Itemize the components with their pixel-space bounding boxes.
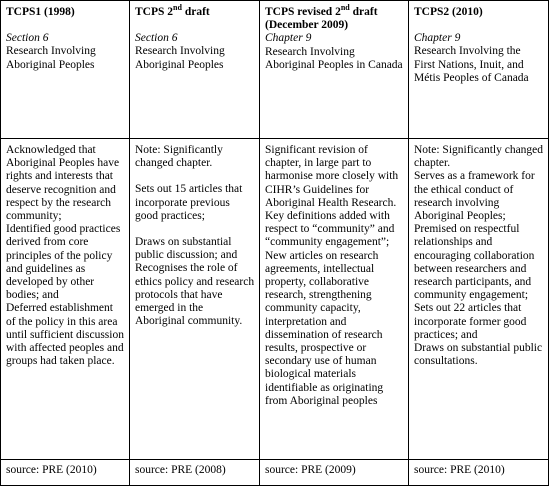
column-title: TCPS 2nd draft bbox=[135, 3, 210, 18]
body-cell-tcps2-2010 bbox=[409, 139, 548, 460]
section-subtitle: Research Involving Aboriginal Peoples bbox=[135, 45, 225, 71]
section-label: Chapter 9 bbox=[414, 32, 461, 45]
source-cell-tcps1 bbox=[1, 460, 130, 485]
body-cell-tcps2-draft bbox=[130, 139, 260, 460]
header-cell-tcps-revised-draft bbox=[260, 1, 409, 139]
source-note: source: PRE (2009) bbox=[265, 464, 356, 476]
body-paragraph: Key definitions added with respect to “community” and “community engagement”; bbox=[265, 210, 395, 249]
body-paragraph: Deferred establishment of the policy in this area until sufficient discussion with affected peoples and groups had taken place. bbox=[6, 302, 124, 368]
section-label: Chapter 9 bbox=[265, 32, 312, 45]
source-cell-tcps2-draft bbox=[130, 460, 260, 485]
body-paragraph: Serves as a framework for the ethical conduct of research involving Aboriginal Peoples; bbox=[414, 170, 535, 223]
header-cell-tcps2-draft bbox=[130, 1, 260, 139]
section-subtitle: Research Involving Aboriginal Peoples in Canada bbox=[265, 45, 403, 71]
source-note: source: PRE (2008) bbox=[135, 464, 226, 476]
body-paragraph: Recognises the role of ethics policy and research protocols that have emerged in the Aboriginal community. bbox=[135, 262, 255, 328]
source-cell-tcps2-2010 bbox=[409, 460, 548, 485]
body-paragraph: Note: Significantly changed chapter. bbox=[414, 144, 544, 170]
body-paragraph: Sets out 15 articles that incorporate previous good practices; bbox=[135, 183, 243, 222]
body-cell-tcps-revised-draft bbox=[260, 139, 409, 460]
body-paragraph: Identified good practices derived from core principles of the policy and guidelines as developed by other bodies; and bbox=[6, 223, 121, 302]
body-paragraph: Draws on substantial public discussion; and bbox=[135, 236, 238, 262]
body-cell-tcps1 bbox=[1, 139, 130, 460]
header-cell-tcps1 bbox=[1, 1, 130, 139]
body-paragraph: Draws on substantial public consultations. bbox=[414, 342, 543, 368]
source-note: source: PRE (2010) bbox=[414, 464, 505, 476]
body-paragraph: Acknowledged that Aboriginal Peoples have rights and interests that deserve recognition and respect by the research community; bbox=[6, 144, 120, 223]
column-title: TCPS2 (2010) bbox=[414, 6, 483, 18]
section-subtitle: Research Involving the First Nations, Inuit, and Métis Peoples of Canada bbox=[414, 45, 529, 84]
column-title: TCPS1 (1998) bbox=[6, 6, 75, 18]
body-paragraph: New articles on research agreements, intellectual property, collaborative research, strengthening community capacity, interpretation and dissemination of research results, prospective or secondary use of human biological materials identifiable as originating from Aboriginal peoples bbox=[265, 249, 384, 407]
body-paragraph: Premised on respectful relationships and encouraging collaboration between researchers and research participants, and community engagement; bbox=[414, 223, 535, 302]
body-paragraph: Note: Significantly changed chapter. bbox=[135, 144, 223, 170]
section-label: Section 6 bbox=[6, 32, 49, 45]
body-paragraph: Significant revision of chapter, in large part to harmonise more closely with CIHR’s Guidelines for Aboriginal Health Research. bbox=[265, 144, 399, 209]
section-subtitle: Research Involving Aboriginal Peoples bbox=[6, 45, 96, 71]
source-cell-tcps-revised-draft bbox=[260, 460, 409, 485]
source-note: source: PRE (2010) bbox=[6, 464, 97, 476]
section-label: Section 6 bbox=[135, 32, 178, 45]
body-paragraph: Sets out 22 articles that incorporate former good practices; and bbox=[414, 302, 527, 341]
column-title: TCPS revised 2nd draft (December 2009) bbox=[265, 3, 378, 32]
header-cell-tcps2-2010 bbox=[409, 1, 548, 139]
